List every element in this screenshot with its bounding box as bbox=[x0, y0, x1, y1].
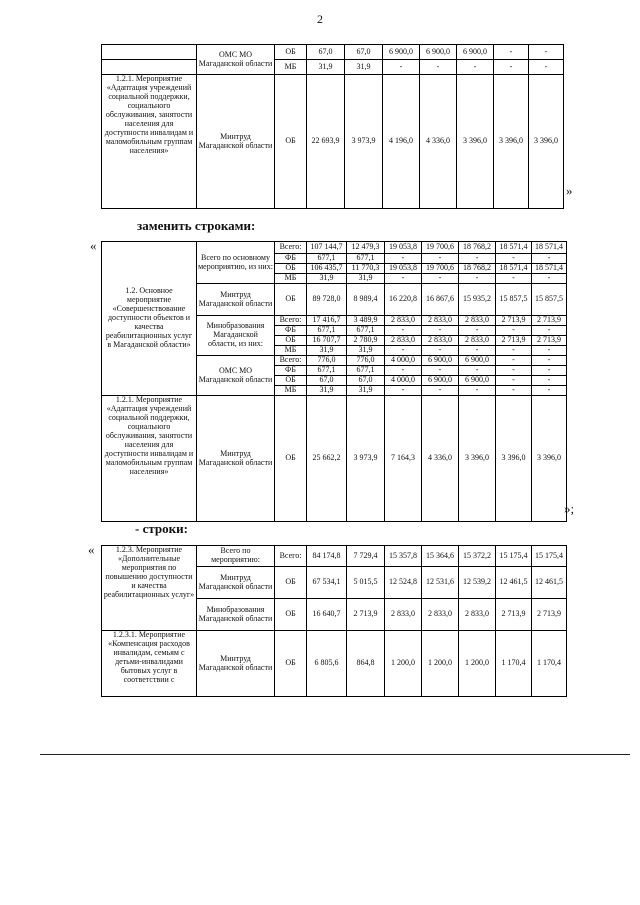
table-cell: 776,0 bbox=[307, 356, 347, 366]
table-cell: ОБ bbox=[275, 264, 307, 274]
table-cell: 6 900,0 bbox=[459, 376, 496, 386]
table-cell: 19 700,6 bbox=[422, 264, 459, 274]
table-cell: 3 489,9 bbox=[347, 316, 385, 326]
table-cell: 3 396,0 bbox=[494, 75, 529, 209]
table-cell: ОМС МО Магаданской области bbox=[197, 356, 275, 396]
table-cell: - bbox=[422, 346, 459, 356]
table-cell: 1 200,0 bbox=[422, 631, 459, 697]
table-cell: - bbox=[532, 346, 567, 356]
table-cell: - bbox=[459, 386, 496, 396]
table-cell: - bbox=[532, 274, 567, 284]
table-cell: ОБ bbox=[275, 336, 307, 346]
table-cell: - bbox=[422, 254, 459, 264]
table-cell: 31,9 bbox=[345, 60, 383, 75]
table-cell: 67 534,1 bbox=[307, 567, 347, 599]
table-cell: - bbox=[383, 60, 420, 75]
table-cell: 18 571,4 bbox=[496, 242, 532, 254]
table-cell: 12 524,8 bbox=[385, 567, 422, 599]
table-cell: 2 713,9 bbox=[496, 599, 532, 631]
table-cell: - bbox=[532, 386, 567, 396]
table-cell: - bbox=[385, 326, 422, 336]
table-cell: - bbox=[459, 366, 496, 376]
table-cell: 19 053,8 bbox=[385, 242, 422, 254]
table-cell: - bbox=[385, 274, 422, 284]
table-replacement bbox=[101, 241, 567, 522]
table-cell: МБ bbox=[275, 346, 307, 356]
table-cell: 677,1 bbox=[347, 254, 385, 264]
table-cell: 3 396,0 bbox=[529, 75, 564, 209]
table-cell: - bbox=[422, 326, 459, 336]
table-cell: 677,1 bbox=[347, 366, 385, 376]
table-cell: 4 000,0 bbox=[385, 356, 422, 366]
table-cell: 2 833,0 bbox=[459, 599, 496, 631]
table-cell: Минтруд Магаданской области bbox=[197, 396, 275, 522]
table-cell: 1.2.3. Мероприятие «Дополнительные мероприятия по повышению доступности и качества реабилитационных услуг» bbox=[102, 546, 197, 631]
table-cell: 2 713,9 bbox=[496, 316, 532, 326]
table-cell: 2 833,0 bbox=[422, 336, 459, 346]
table-cell: МБ bbox=[275, 274, 307, 284]
table-cell: Минтруд Магаданской области bbox=[197, 284, 275, 316]
table-cell: 677,1 bbox=[307, 366, 347, 376]
table-cell: 2 713,9 bbox=[532, 316, 567, 326]
table-cell: - bbox=[496, 376, 532, 386]
table-cell: Всего: bbox=[275, 546, 307, 567]
table-cell: - bbox=[422, 366, 459, 376]
table-cell: - bbox=[459, 326, 496, 336]
table-cell: 15 175,4 bbox=[496, 546, 532, 567]
table-cell: 2 713,9 bbox=[532, 599, 567, 631]
table-row bbox=[102, 546, 567, 567]
table-row bbox=[102, 631, 567, 697]
table-cell: 677,1 bbox=[307, 326, 347, 336]
table-cell: 7 164,3 bbox=[385, 396, 422, 522]
table-cell: 31,9 bbox=[307, 60, 345, 75]
table-cell: 16 867,6 bbox=[422, 284, 459, 316]
table-cell: 3 973,9 bbox=[347, 396, 385, 522]
table-cell: 8 989,4 bbox=[347, 284, 385, 316]
table-cell: Всего: bbox=[275, 316, 307, 326]
table-cell: 12 479,3 bbox=[347, 242, 385, 254]
table-cell: 15 175,4 bbox=[532, 546, 567, 567]
table-cell bbox=[102, 60, 197, 75]
table-cell: 89 728,0 bbox=[307, 284, 347, 316]
heading-rows: - строки: bbox=[135, 521, 188, 536]
table-cell: 31,9 bbox=[347, 346, 385, 356]
table-cell: Всего: bbox=[275, 356, 307, 366]
table-cell: - bbox=[422, 386, 459, 396]
table-cell: Всего: bbox=[275, 242, 307, 254]
table-cell: 18 571,4 bbox=[496, 264, 532, 274]
table-cell: 6 900,0 bbox=[383, 45, 420, 60]
table-cell: ОБ bbox=[275, 45, 307, 60]
table-cell: 677,1 bbox=[347, 326, 385, 336]
table-cell: - bbox=[422, 274, 459, 284]
table-rows-1-2-3 bbox=[101, 545, 567, 697]
table-cell: 2 833,0 bbox=[385, 316, 422, 326]
table-cell: - bbox=[457, 60, 494, 75]
table-cell: 1.2.1. Мероприятие «Адаптация учреждений социальной поддержки, социального обслуживания, занятости населения для доступности инвалидам и маломобильным группам населения» bbox=[102, 75, 197, 209]
table-cell: 12 461,5 bbox=[496, 567, 532, 599]
table-cell: 31,9 bbox=[307, 274, 347, 284]
table-cell: 67,0 bbox=[345, 45, 383, 60]
table-cell: ОБ bbox=[275, 396, 307, 522]
table-cell: 3 396,0 bbox=[532, 396, 567, 522]
table-cell: Минтруд Магаданской области bbox=[197, 631, 275, 697]
table-cell: 1.2. Основное мероприятие «Совершенствование доступности объектов и качества реабилитационных услуг в Магаданской области» bbox=[102, 242, 197, 396]
table-cell: 6 900,0 bbox=[420, 45, 457, 60]
table-cell: 31,9 bbox=[307, 386, 347, 396]
table-cell: 1.2.3.1. Мероприятие «Компенсация расходов инвалидам, семьям с детьми-инвалидами бытовых услуг в соответствии с bbox=[102, 631, 197, 697]
table-cell: 2 713,9 bbox=[532, 336, 567, 346]
table-cell: - bbox=[496, 356, 532, 366]
table-cell: - bbox=[459, 254, 496, 264]
table-cell: 6 900,0 bbox=[457, 45, 494, 60]
table-cell: 2 713,9 bbox=[347, 599, 385, 631]
table-cell: - bbox=[496, 386, 532, 396]
table-cell: 16 640,7 bbox=[307, 599, 347, 631]
table-cell: ОБ bbox=[275, 376, 307, 386]
table-cell: 4 000,0 bbox=[385, 376, 422, 386]
table-cell: 25 662,2 bbox=[307, 396, 347, 522]
table-cell: 1 200,0 bbox=[459, 631, 496, 697]
table-cell: - bbox=[532, 366, 567, 376]
divider-line bbox=[40, 754, 630, 755]
table-cell: 4 196,0 bbox=[383, 75, 420, 209]
table-cell: МБ bbox=[275, 60, 307, 75]
table-cell: 15 357,8 bbox=[385, 546, 422, 567]
table-cell: 3 973,9 bbox=[345, 75, 383, 209]
table-cell: ОБ bbox=[275, 284, 307, 316]
table-cell: 6 900,0 bbox=[422, 356, 459, 366]
table-cell: 18 571,4 bbox=[532, 264, 567, 274]
table-cell: - bbox=[494, 60, 529, 75]
table-cell: 2 833,0 bbox=[459, 336, 496, 346]
table-cell: 31,9 bbox=[347, 386, 385, 396]
table-cell: 1.2.1. Мероприятие «Адаптация учреждений социальной поддержки, социального обслуживания, занятости населения для доступности инвалидам и маломобильным группам населения» bbox=[102, 396, 197, 522]
table-row bbox=[102, 396, 567, 522]
table-cell: 67,0 bbox=[307, 45, 345, 60]
table-cell: 15 857,5 bbox=[532, 284, 567, 316]
table-cell: 18 571,4 bbox=[532, 242, 567, 254]
table-row bbox=[102, 60, 564, 75]
table-cell: - bbox=[420, 60, 457, 75]
table-cell: 1 200,0 bbox=[385, 631, 422, 697]
opening-quote: « bbox=[88, 542, 95, 557]
table-cell: 864,8 bbox=[347, 631, 385, 697]
table-cell: 84 174,8 bbox=[307, 546, 347, 567]
table-cell: 15 372,2 bbox=[459, 546, 496, 567]
table-cell: 2 713,9 bbox=[496, 336, 532, 346]
table-cell: ОМС МО Магаданской области bbox=[197, 45, 275, 75]
table-cell: ФБ bbox=[275, 366, 307, 376]
table-cell: 16 220,8 bbox=[385, 284, 422, 316]
table-cell: 15 364,6 bbox=[422, 546, 459, 567]
closing-quote: » bbox=[566, 183, 573, 198]
table-cell: 2 833,0 bbox=[385, 599, 422, 631]
table-cell: ОБ bbox=[275, 631, 307, 697]
table-row bbox=[102, 75, 564, 209]
table-cell: 2 780,9 bbox=[347, 336, 385, 346]
table-cell: - bbox=[385, 386, 422, 396]
table-cell: - bbox=[496, 326, 532, 336]
table-cell: - bbox=[496, 346, 532, 356]
table-cell: 67,0 bbox=[347, 376, 385, 386]
table-cell: 31,9 bbox=[347, 274, 385, 284]
table-cell: 12 461,5 bbox=[532, 567, 567, 599]
heading-replace: заменить строками: bbox=[137, 218, 256, 233]
table-cell: ОБ bbox=[275, 599, 307, 631]
table-cell: 2 833,0 bbox=[385, 336, 422, 346]
table-cell: - bbox=[385, 346, 422, 356]
table-fragment-top bbox=[101, 44, 564, 209]
table-cell: - bbox=[496, 254, 532, 264]
table-cell: 3 396,0 bbox=[457, 75, 494, 209]
table-row bbox=[102, 242, 567, 254]
table-cell: 16 707,7 bbox=[307, 336, 347, 346]
table-cell: Минобразования Магаданской области bbox=[197, 599, 275, 631]
table-cell: - bbox=[459, 274, 496, 284]
table-cell: 6 805,6 bbox=[307, 631, 347, 697]
table-cell: - bbox=[385, 254, 422, 264]
table-cell: - bbox=[532, 326, 567, 336]
table-cell: - bbox=[496, 366, 532, 376]
table-cell: Всего по мероприятию: bbox=[197, 546, 275, 567]
table-cell: 19 053,8 bbox=[385, 264, 422, 274]
table-cell: Минтруд Магаданской области bbox=[197, 75, 275, 209]
table-cell: - bbox=[494, 45, 529, 60]
table-cell: - bbox=[496, 274, 532, 284]
table-cell: 677,1 bbox=[307, 254, 347, 264]
table-cell: 19 700,6 bbox=[422, 242, 459, 254]
table-cell: Минобразования Магаданской области, из них: bbox=[197, 316, 275, 356]
table-cell: Всего по основному мероприятию, из них: bbox=[197, 242, 275, 284]
table-cell: - bbox=[529, 45, 564, 60]
table-cell: 2 833,0 bbox=[422, 316, 459, 326]
table-cell: 3 396,0 bbox=[496, 396, 532, 522]
table-cell: 18 768,2 bbox=[459, 264, 496, 274]
table-cell: 15 935,2 bbox=[459, 284, 496, 316]
table-cell: 1 170,4 bbox=[496, 631, 532, 697]
table-cell: МБ bbox=[275, 386, 307, 396]
table-cell: 18 768,2 bbox=[459, 242, 496, 254]
table-cell bbox=[102, 45, 197, 60]
table-cell: - bbox=[532, 356, 567, 366]
table-cell: 107 144,7 bbox=[307, 242, 347, 254]
table-cell: 7 729,4 bbox=[347, 546, 385, 567]
table-cell: 12 531,6 bbox=[422, 567, 459, 599]
table-cell: 22 693,9 bbox=[307, 75, 345, 209]
table-cell: 776,0 bbox=[347, 356, 385, 366]
table-cell: 17 416,7 bbox=[307, 316, 347, 326]
table-cell: 4 336,0 bbox=[420, 75, 457, 209]
table-cell: 15 857,5 bbox=[496, 284, 532, 316]
table-cell: 106 435,7 bbox=[307, 264, 347, 274]
closing-quote-semicolon: »; bbox=[564, 501, 575, 516]
table-cell: - bbox=[532, 376, 567, 386]
table-cell: 4 336,0 bbox=[422, 396, 459, 522]
opening-quote: « bbox=[90, 238, 97, 253]
table-cell: - bbox=[529, 60, 564, 75]
table-cell: 3 396,0 bbox=[459, 396, 496, 522]
table-cell: 5 015,5 bbox=[347, 567, 385, 599]
table-cell: Минтруд Магаданской области bbox=[197, 567, 275, 599]
table-cell: 2 833,0 bbox=[459, 316, 496, 326]
table-cell: - bbox=[459, 346, 496, 356]
table-cell: ФБ bbox=[275, 326, 307, 336]
table-cell: 11 770,3 bbox=[347, 264, 385, 274]
table-cell: - bbox=[385, 366, 422, 376]
table-cell: 67,0 bbox=[307, 376, 347, 386]
table-cell: ФБ bbox=[275, 254, 307, 264]
table-cell: 12 539,2 bbox=[459, 567, 496, 599]
table-cell: 6 900,0 bbox=[459, 356, 496, 366]
table-cell: 31,9 bbox=[307, 346, 347, 356]
table-cell: 2 833,0 bbox=[422, 599, 459, 631]
page-number: 2 bbox=[317, 12, 323, 26]
table-cell: ОБ bbox=[275, 75, 307, 209]
table-cell: - bbox=[532, 254, 567, 264]
table-row bbox=[102, 45, 564, 60]
table-cell: 6 900,0 bbox=[422, 376, 459, 386]
table-cell: ОБ bbox=[275, 567, 307, 599]
table-cell: 1 170,4 bbox=[532, 631, 567, 697]
